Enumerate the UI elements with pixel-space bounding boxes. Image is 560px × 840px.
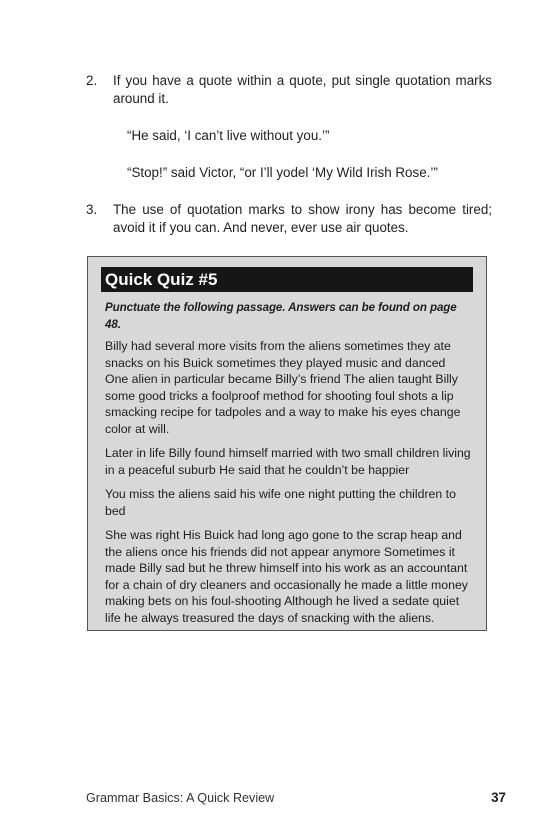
quiz-paragraph: Billy had several more visits from the aliens sometimes they ate snacks on his Buick sometimes they played music and danced One alien in particular became Billy’s friend The alien taught Billy some good tricks a foolproof method for shooting foul shots a lip smacking recipe for tadpoles and a way to make his eyes change color at will. [105,339,461,436]
list-item-number: 2. [86,73,98,88]
footer-book-title: Grammar Basics: A Quick Review [86,791,275,805]
quiz-title: Quick Quiz #5 [101,267,473,292]
quiz-paragraph: Later in life Billy found himself married with two small children living in a peaceful suburb He said that he couldn’t be happier [105,446,471,477]
list-item-text: The use of quotation marks to show irony has become tired; avoid it if you can. And never, ever use air quotes. [113,202,492,235]
list-item-3 [86,201,492,237]
example-quote: “Stop!” said Victor, “or I’ll yodel ‘My Wild Irish Rose.’” [127,165,438,180]
rules-list [86,72,492,237]
page-number: 37 [491,790,506,805]
quiz-content [105,300,472,634]
list-item-2 [86,72,492,108]
list-item-text: If you have a quote within a quote, put single quotation marks around it. [113,73,492,106]
quiz-instruction: Punctuate the following passage. Answers can be found on page 48. [105,301,457,331]
list-item-number: 3. [86,202,98,217]
quiz-paragraph: You miss the aliens said his wife one night putting the children to bed [105,487,456,518]
quiz-paragraph: She was right His Buick had long ago gone to the scrap heap and the aliens once his friends did not appear anymore Sometimes it made Billy sad but he threw himself into his work as an accountant for a chain of dry cleaners and occasionally he made a little money making bets on his foul-shooting Although he lived a sedate quiet life he always treasured the days of snacking with the aliens. [105,528,468,625]
example-quote: “He said, ‘I can’t live without you.’” [127,128,330,143]
quick-quiz-box [87,256,487,631]
